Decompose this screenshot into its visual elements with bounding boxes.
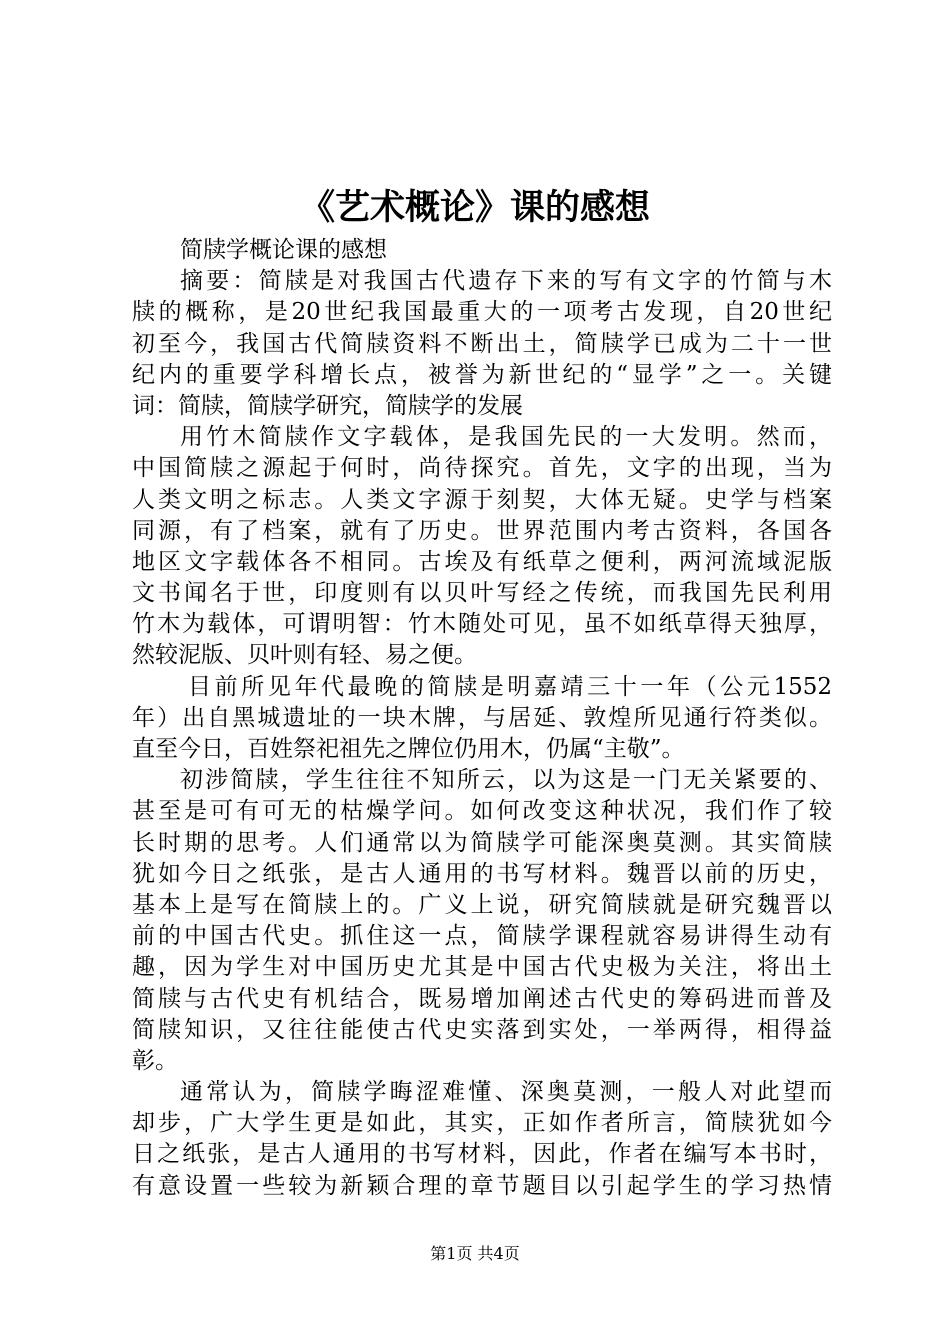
page-title: 《艺术概论》课的感想 bbox=[299, 187, 650, 228]
text-line: 初至今，我国古代简牍资料不断出土，简牍学已成为二十一世 bbox=[132, 330, 832, 357]
text-line: 有意设置一些较为新颖合理的章节题目以引起学生的学习热情 bbox=[132, 1172, 832, 1199]
text-line: 长时期的思考。人们通常以为简牍学可能深奥莫测。其实简牍 bbox=[132, 829, 832, 856]
text-line: 纪内的重要学科增长点，被誉为新世纪的“显学”之一。关键 bbox=[132, 361, 832, 388]
text-line: 同源，有了档案，就有了历史。世界范围内考古资料，各国各 bbox=[132, 517, 832, 544]
text-line: 目前所见年代最晚的简牍是明嘉靖三十一年（公元1552 bbox=[188, 673, 832, 700]
text-line: 文书闻名于世，印度则有以贝叶写经之传统，而我国先民利用 bbox=[132, 580, 832, 607]
text-line: 年）出自黑城遗址的一块木牌，与居延、敦煌所见通行符类似。 bbox=[132, 704, 832, 731]
text-line: 中国简牍之源起于何时，尚待探究。首先，文字的出现，当为 bbox=[132, 455, 832, 482]
text-line: 直至今日，百姓祭祀祖先之牌位仍用木，仍属“主敬”。 bbox=[132, 736, 685, 762]
text-line: 地区文字载体各不相同。古埃及有纸草之便利，两河流域泥版 bbox=[132, 548, 832, 575]
text-line: 人类文明之标志。人类文字源于刻契，大体无疑。史学与档案 bbox=[132, 486, 832, 513]
text-line: 彰。 bbox=[132, 1047, 178, 1074]
text-line: 基本上是写在简牍上的。广义上说，研究简牍就是研究魏晋以 bbox=[132, 891, 832, 918]
text-line: 初涉简牍，学生往往不知所云，以为这是一门无关紧要的、 bbox=[180, 767, 832, 794]
text-line: 简牍知识，又往往能使古代史实落到实处，一举两得，相得益 bbox=[132, 1016, 832, 1043]
text-line: 然较泥版、贝叶则有轻、易之便。 bbox=[132, 642, 477, 669]
text-line: 日之纸张，是古人通用的书写材料，因此，作者在编写本书时， bbox=[132, 1141, 832, 1168]
document-body bbox=[132, 235, 832, 1202]
page-footer: 第1页 共4页 bbox=[430, 1244, 520, 1263]
text-line: 简牍学概论课的感想 bbox=[180, 237, 387, 263]
text-line: 用竹木简牍作文字载体，是我国先民的一大发明。然而， bbox=[180, 424, 832, 451]
text-line: 通常认为，简牍学晦涩难懂、深奥莫测，一般人对此望而 bbox=[180, 1079, 832, 1106]
text-line: 犹如今日之纸张，是古人通用的书写材料。魏晋以前的历史， bbox=[132, 860, 832, 887]
text-line: 甚至是可有可无的枯燥学问。如何改变这种状况，我们作了较 bbox=[132, 798, 832, 825]
text-line: 趣，因为学生对中国历史尤其是中国古代史极为关注，将出土 bbox=[132, 954, 832, 981]
text-line: 前的中国古代史。抓住这一点，简牍学课程就容易讲得生动有 bbox=[132, 923, 832, 950]
text-line: 牍的概称，是20世纪我国最重大的一项考古发现，自20世纪 bbox=[132, 299, 832, 326]
text-line: 摘要：简牍是对我国古代遗存下来的写有文字的竹简与木 bbox=[180, 268, 832, 295]
text-line: 词：简牍，简牍学研究，简牍学的发展 bbox=[132, 392, 523, 419]
text-line: 却步，广大学生更是如此，其实，正如作者所言，简牍犹如今 bbox=[132, 1110, 832, 1137]
text-line: 简牍与古代史有机结合，既易增加阐述古代史的筹码进而普及 bbox=[132, 985, 832, 1012]
text-line: 竹木为载体，可谓明智：竹木随处可见，虽不如纸草得天独厚， bbox=[132, 611, 832, 638]
